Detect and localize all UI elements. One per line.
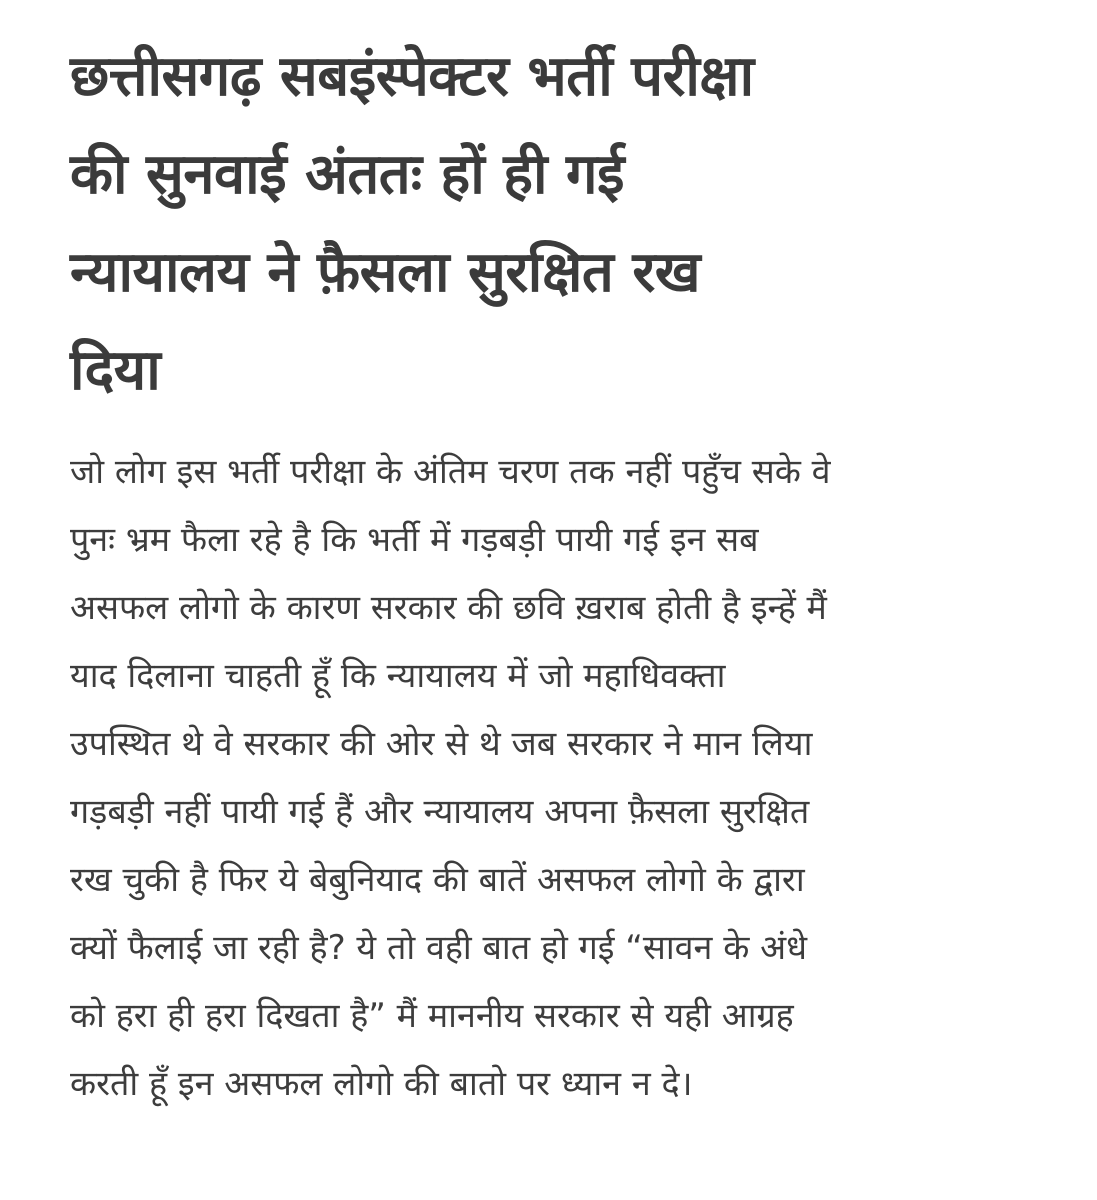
body-line: क्यों फैलाई जा रही है? ये तो वही बात हो गई “सावन के अंधे: [70, 928, 808, 968]
article: [70, 28, 1060, 1118]
headline-line: की सुनवाई अंततः हों ही गई: [70, 142, 625, 207]
body-line: गड़बड़ी नहीं पायी गई हैं और न्यायालय अपना फ़ैसला सुरक्षित: [70, 792, 810, 832]
body-line: को हरा ही हरा दिखता है” मैं माननीय सरकार से यही आग्रह: [70, 996, 794, 1036]
body-line: करती हूँ इन असफल लोगो की बातो पर ध्यान न दे।: [70, 1064, 693, 1104]
body-line: रख चुकी है फिर ये बेबुनियाद की बातें असफल लोगो के द्वारा: [70, 860, 805, 900]
headline-line: दिया: [70, 338, 161, 403]
article-body: [70, 438, 1060, 1118]
article-headline: [70, 28, 1060, 420]
headline-line: न्यायालय ने फ़ैसला सुरक्षित रख: [70, 240, 701, 305]
headline-line: छत्तीसगढ़ सबइंस्पेक्टर भर्ती परीक्षा: [70, 44, 754, 109]
body-line: पुनः भ्रम फैला रहे है कि भर्ती में गड़बड़ी पायी गई इन सब: [70, 520, 759, 560]
body-line: उपस्थित थे वे सरकार की ओर से थे जब सरकार ने मान लिया: [70, 724, 813, 764]
body-line: याद दिलाना चाहती हूँ कि न्यायालय में जो महाधिवक्ता: [70, 656, 726, 696]
body-line: असफल लोगो के कारण सरकार की छवि ख़राब होती है इन्हें मैं: [70, 588, 827, 628]
body-line: जो लोग इस भर्ती परीक्षा के अंतिम चरण तक नहीं पहुँच सके वे: [70, 452, 831, 492]
